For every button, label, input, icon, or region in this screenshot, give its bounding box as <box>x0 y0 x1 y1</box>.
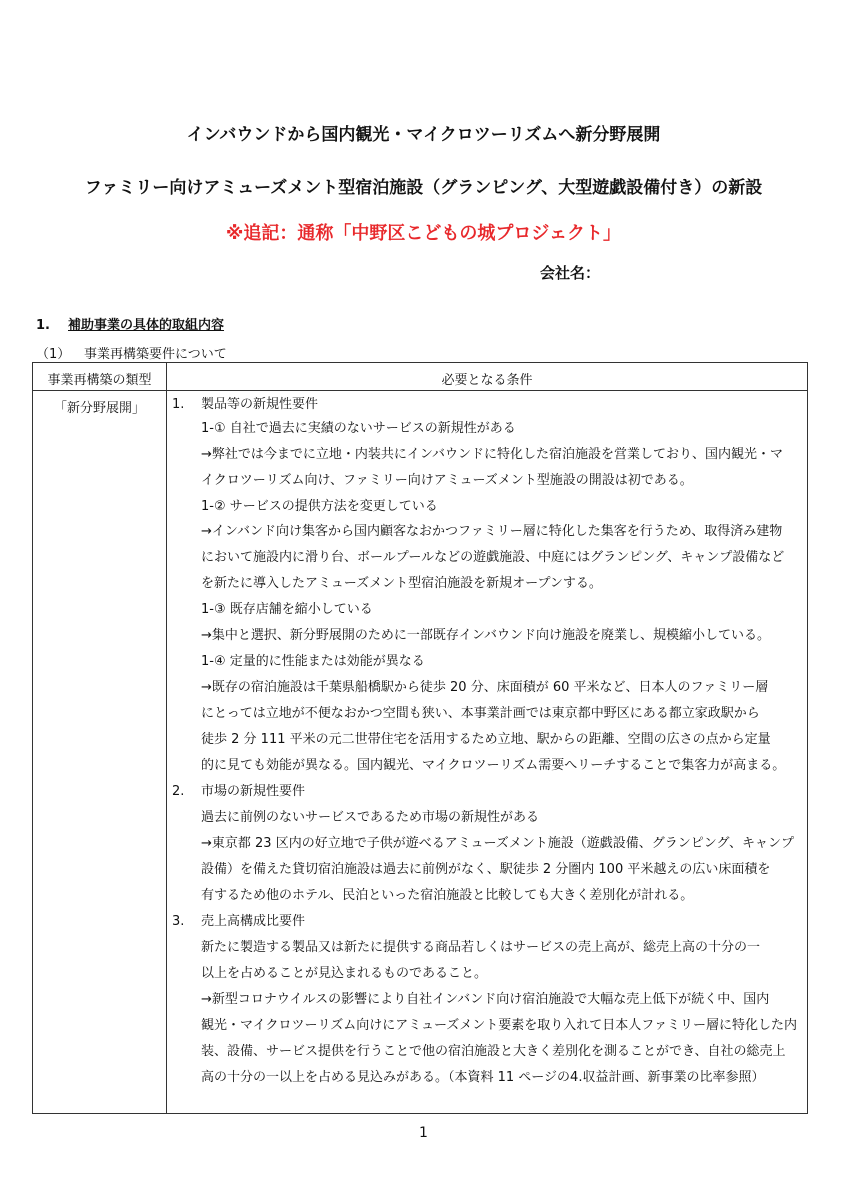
requirement-line: 新たに製造する製品又は新たに提供する商品若しくはサービスの売上高が、総売上高の十分の一 <box>201 940 761 955</box>
table-column-divider <box>166 363 167 1113</box>
requirement-line: 1-③ 既存店舗を縮小している <box>201 602 373 617</box>
subsection-heading <box>36 343 227 362</box>
requirement-line: 有するため他のホテル、民泊といった宿泊施設と比較しても大きく差別化が計れる。 <box>201 888 694 903</box>
requirement-line: →既存の宿泊施設は千葉県船橋駅から徒歩 20 分、床面積が 60 平米など、日本人のファミリー層 <box>201 680 769 695</box>
requirement-line: を新たに導入したアミューズメント型宿泊施設を新規オープンする。 <box>201 576 602 591</box>
requirement-line: イクロツーリズム向け、ファミリー向けアミューズメント型施設の開設は初である。 <box>201 473 693 488</box>
section-heading <box>36 314 224 333</box>
page-number: 1 <box>419 1125 428 1141</box>
requirement-line: →東京都 23 区内の好立地で子供が遊べるアミューズメント施設（遊戯設備、グランピング、キャンプ <box>201 836 795 851</box>
item-heading: 市場の新規性要件 <box>201 784 306 799</box>
requirement-line: において施設内に滑り台、ボールプールなどの遊戯施設、中庭にはグランピング、キャンプ設備など <box>201 550 785 565</box>
requirement-line: にとっては立地が不便なおかつ空間も狭い、本事業計画では東京都中野区にある都立家政駅から <box>201 706 760 721</box>
item-row <box>172 397 184 413</box>
requirement-line: 設備）を備えた貸切宿泊施設は過去に前例がなく、駅徒歩 2 分圏内 100 平米越えの広い床面積を <box>201 862 771 877</box>
item-heading: 製品等の新規性要件 <box>201 397 319 412</box>
requirement-line: 過去に前例のないサービスであるため市場の新規性がある <box>201 810 540 825</box>
requirement-line: 的に見ても効能が異なる。国内観光、マイクロツーリズム需要へリーチすることで集客力が高まる。 <box>201 758 786 773</box>
requirement-line: 装、設備、サービス提供を行うことで他の宿泊施設と大きく差別化を測ることができ、自社の総売上 <box>201 1044 786 1059</box>
section-number: 1. <box>36 318 50 333</box>
document-title: インバウンドから国内観光・マイクロツーリズムへ新分野展開 <box>186 125 661 145</box>
item-heading: 売上高構成比要件 <box>201 914 306 929</box>
item-number: 3. <box>172 914 185 929</box>
requirements-table <box>32 362 808 1114</box>
requirement-line: 1-② サービスの提供方法を変更している <box>201 499 438 514</box>
requirement-line: 1-④ 定量的に性能または効能が異なる <box>201 654 425 669</box>
requirement-line: 観光・マイクロツーリズム向けにアミューズメント要素を取り入れて日本人ファミリー層に特化した内 <box>201 1018 798 1033</box>
requirement-line: 以上を占めることが見込まれるものであること。 <box>201 966 488 981</box>
company-name-label: 会社名： <box>540 264 601 282</box>
table-header-type: 事業再構築の類型 <box>47 373 152 388</box>
requirement-line: →新型コロナウイルスの影響により自社インバンド向け宿泊施設で大幅な売上低下が続く中、国内 <box>201 992 770 1007</box>
project-nickname-note: ※追記：通称「中野区こどもの城プロジェクト」 <box>225 223 622 244</box>
restructuring-type-cell: 「新分野展開」 <box>53 401 145 416</box>
requirement-line: 1-① 自社で過去に実績のないサービスの新規性がある <box>201 421 516 436</box>
subsection-number: （1） <box>36 347 71 362</box>
document-subtitle: ファミリー向けアミューズメント型宿泊施設（グランピング、大型遊戯設備付き）の新設 <box>84 178 763 198</box>
item-number: 1. <box>172 397 185 412</box>
subsection-title: 事業再構築要件について <box>84 347 227 362</box>
requirement-line: 高の十分の一以上を占める見込みがある。（本資料 11 ページの4.収益計画、新事業の比率参照） <box>201 1070 765 1085</box>
table-header-divider <box>33 390 807 391</box>
requirement-line: →弊社では今までに立地・内装共にインバウンドに特化した宿泊施設を営業しており、国内観光・マ <box>201 447 783 462</box>
section-title: 補助事業の具体的取組内容 <box>68 318 225 333</box>
table-header-conditions: 必要となる条件 <box>441 373 533 388</box>
requirement-line: →インバンド向け集客から国内顧客なおかつファミリー層に特化した集客を行うため、取得済み建物 <box>201 524 783 539</box>
item-number: 2. <box>172 784 185 799</box>
requirement-line: →集中と選択、新分野展開のために一部既存インバウンド向け施設を廃業し、規模縮小している。 <box>201 628 770 643</box>
requirement-line: 徒歩 2 分 111 平米の元二世帯住宅を活用するため立地、駅からの距離、空間の広さの点から定量 <box>201 732 771 747</box>
